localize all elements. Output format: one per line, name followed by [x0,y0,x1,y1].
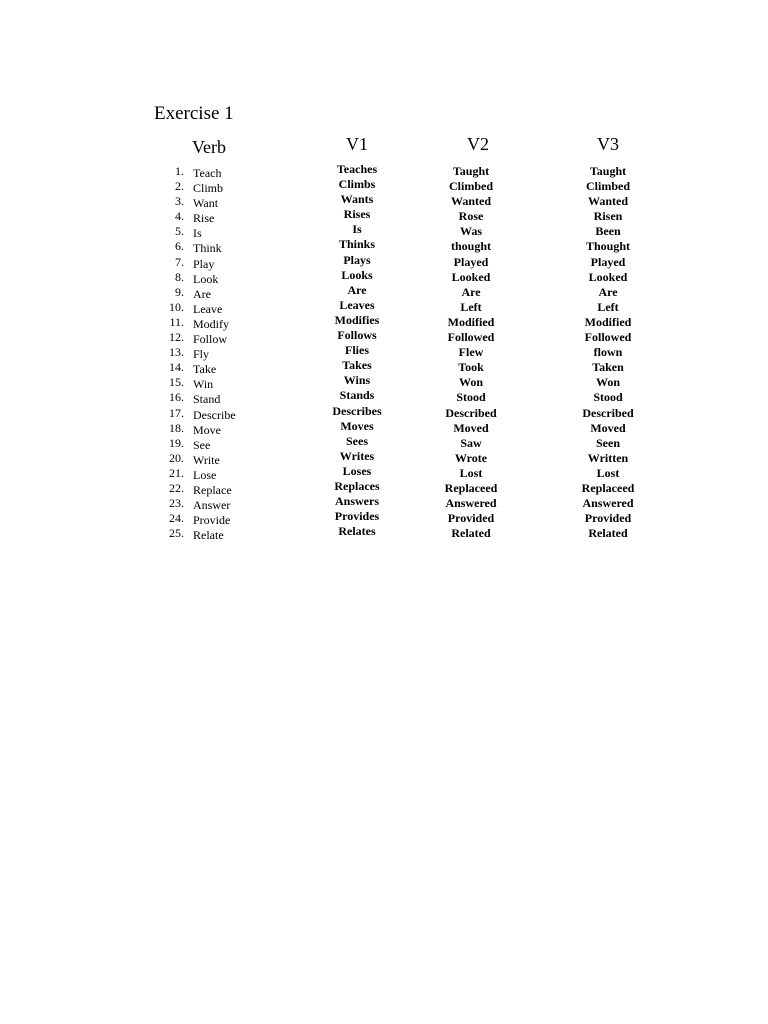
table-row [0,194,768,209]
cell-v3: flown [593,345,623,360]
cell-v3: Answered [582,496,634,511]
row-number: 21. [169,465,184,480]
cell-v3: Are [598,284,618,299]
row-number: 20. [169,450,184,465]
cell-v1: Answers [335,494,379,509]
page-title: Exercise 1 [154,103,234,124]
table-row [0,345,768,360]
table-row [0,433,768,452]
cell-verb: Look [193,271,219,286]
cell-v1: Replaces [334,478,380,493]
cell-v1: Leaves [339,297,375,312]
cell-v3: Won [595,375,621,390]
cell-v1: Flies [345,343,369,358]
row-number: 6. [175,239,184,254]
cell-v3: Taken [592,360,624,375]
header-v2: V2 [467,134,489,154]
cell-v3: Left [597,299,619,314]
row-number: 23. [169,496,184,511]
cell-v2: Provided [447,511,495,526]
cell-v2: Wanted [450,194,492,209]
cell-v1: Thinks [338,237,376,252]
row-number: 10. [169,299,184,314]
cell-v2: Taught [452,164,490,178]
row-number: 9. [175,284,184,299]
row-number: 24. [169,511,184,526]
table-row [0,375,768,390]
table-row [0,448,768,467]
cell-verb: Teach [193,166,222,180]
cell-v3: Been [595,224,621,239]
cell-verb: Fly [193,347,210,362]
cell-v3: Climbed [585,179,631,194]
verb-table [0,164,768,541]
cell-verb: Leave [193,301,223,316]
table-row [0,390,768,405]
cell-v2: Looked [451,269,491,284]
row-number: 13. [169,345,184,360]
cell-verb: Answer [193,498,231,513]
cell-v2: Won [458,375,484,390]
cell-v2: Lost [459,465,483,480]
row-number: 15. [169,375,184,390]
cell-verb: Play [193,256,215,271]
cell-v1: Teaches [336,162,378,176]
table-row [0,526,768,541]
row-number: 22. [169,480,184,495]
cell-verb: Stand [193,392,221,407]
cell-v2: Flew [458,345,484,360]
cell-v3: Lost [596,465,620,480]
cell-verb: See [193,437,211,452]
row-number: 16. [169,390,184,405]
cell-v1: Sees [346,433,368,448]
cell-v2: Are [461,284,481,299]
cell-v3: Looked [588,269,628,284]
cell-v3: Provided [584,511,632,526]
header-v1: V1 [346,134,368,154]
cell-v1: Provides [334,509,380,524]
header-v3: V3 [597,134,619,154]
table-row [0,239,768,254]
table-row [0,418,768,437]
row-number: 17. [169,405,184,420]
cell-v2: Answered [445,496,497,511]
row-number: 5. [175,224,184,239]
table-row [0,164,768,179]
table-row [0,224,768,239]
row-number: 18. [169,420,184,435]
table-row [0,252,768,271]
cell-v3: Described [582,405,634,420]
cell-verb: Modify [193,316,229,331]
cell-verb: Is [193,226,202,241]
table-row [0,312,768,331]
cell-v1: Climbs [338,177,376,192]
cell-v2: Rose [458,209,484,224]
row-number: 25. [169,526,184,541]
row-number: 4. [175,209,184,224]
cell-v1: Relates [338,524,376,539]
cell-verb: Rise [193,211,215,226]
cell-v1: Plays [343,252,371,267]
cell-v1: Wins [343,373,371,388]
cell-v3: Related [588,526,628,541]
cell-verb: Lose [193,467,217,482]
header-verb: Verb [192,137,226,157]
cell-v3: Stood [593,390,623,405]
row-number: 1. [175,164,184,178]
cell-v2: Stood [456,390,486,405]
row-number: 3. [175,194,184,209]
table-row [0,511,768,526]
cell-v2: Modified [447,314,495,329]
row-number: 7. [175,254,184,269]
cell-v2: Replaceed [444,480,498,495]
row-number: 8. [175,269,184,284]
table-row [0,478,768,497]
cell-verb: Win [193,377,214,392]
cell-v1: Loses [342,463,372,478]
cell-verb: Are [193,286,211,301]
cell-v1: Looks [341,267,373,282]
cell-verb: Want [193,196,219,211]
cell-v2: Took [458,360,484,375]
row-number: 14. [169,360,184,375]
cell-v3: Played [590,254,626,269]
cell-v3: Modified [584,314,632,329]
cell-verb: Climb [193,181,224,196]
cell-v3: Written [587,450,629,465]
cell-v1: Follows [337,328,377,343]
cell-v2: Moved [453,420,489,435]
cell-v1: Wants [340,192,374,207]
cell-v1: Rises [343,207,371,222]
cell-verb: Replace [193,482,232,497]
table-row [0,282,768,301]
table-row [0,267,768,286]
cell-v1: Is [352,222,362,237]
cell-verb: Provide [193,513,231,528]
table-row [0,360,768,375]
cell-verb: Relate [193,528,224,543]
cell-verb: Describe [193,407,236,422]
cell-v2: Wrote [454,450,488,465]
cell-verb: Take [193,362,217,377]
table-row [0,179,768,194]
cell-v2: Saw [460,435,482,450]
table-row [0,297,768,316]
table-row [0,496,768,511]
cell-v2: Climbed [448,179,494,194]
cell-v3: Risen [593,209,623,224]
cell-v1: Are [347,282,367,297]
cell-v1: Writes [339,448,375,463]
cell-v1: Takes [342,358,372,373]
row-number: 19. [169,435,184,450]
row-number: 2. [175,179,184,194]
cell-verb: Think [193,241,222,256]
cell-v2: Described [445,405,497,420]
row-number: 11. [169,314,184,329]
cell-v3: Seen [596,435,620,450]
cell-v1: Stands [339,388,375,403]
cell-v2: Followed [447,330,495,345]
cell-verb: Follow [193,332,228,347]
cell-v3: Taught [589,164,627,178]
table-row [0,330,768,345]
cell-v2: Was [459,224,483,239]
table-row [0,209,768,224]
row-number: 12. [169,330,184,345]
cell-v3: Thought [585,239,631,254]
cell-v3: Moved [590,420,626,435]
cell-v2: Left [460,299,482,314]
cell-verb: Move [193,422,221,437]
cell-v3: Replaceed [581,480,635,495]
cell-v3: Followed [584,330,632,345]
cell-v1: Describes [332,403,382,418]
cell-v1: Modifies [334,312,380,327]
cell-v2: Played [453,254,489,269]
cell-v2: Related [451,526,491,541]
table-row [0,403,768,422]
cell-verb: Write [193,452,220,467]
table-row [0,463,768,482]
cell-v3: Wanted [587,194,629,209]
cell-v2: thought [450,239,492,254]
cell-v1: Moves [340,418,374,433]
